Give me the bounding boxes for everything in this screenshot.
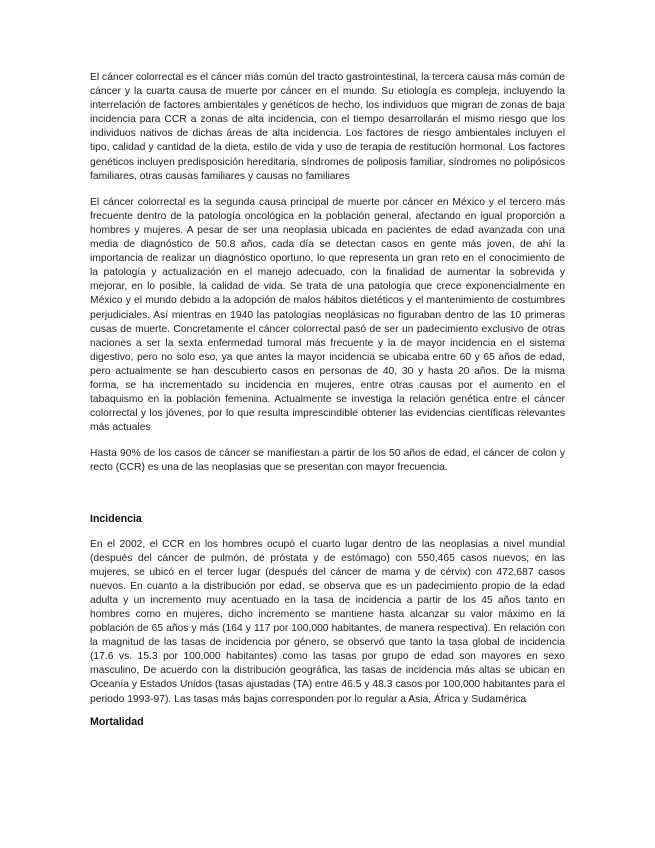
paragraph-age: Hasta 90% de los casos de cáncer se manifiestan a partir de los 50 años de edad, el cáncer de colon y recto (CCR) es una de las neoplasias que se presentan con mayor frecuencia. (90, 448, 565, 474)
paragraph-intro: El cáncer colorrectal es el cáncer más común del tracto gastrointestinal, la tercera causa más común de cáncer y la cuarta causa de muerte por cáncer en el mundo. Su etiología es compleja, incluyendo la interrelación de factores ambientales y genéticos de hecho, los individuos que migran de zonas de baja incidencia para CCR a zonas de alta incidencia, con el tiempo desarrollarán el mismo riesgo que los individuos nativos de dichas áreas de alta incidencia. Los factores de riesgo ambientales incluyen el tipo, calidad y cantidad de la dieta, estilo de vida y uso de terapia de restitución hormonal. Los factores genéticos incluyen predisposición hereditaria, síndromes de poliposis familiar, síndromes no polipósicos familiares, otras causas familiares y causas no familiares (90, 72, 565, 182)
document-body (90, 71, 565, 729)
heading-incidencia: Incidencia (90, 512, 142, 525)
paragraph-mexico: El cáncer colorrectal es la segunda causa principal de muerte por cáncer en México y el tercero más frecuente dentro de la patología oncológica en la población general, afectando en igual proporción a hombres y mujeres. A pesar de ser una neoplasia ubicada en pacientes de edad avanzada con una media de diagnóstico de 50.8 años, cada día se detectan casos en gente más joven, de ahí la importancia de realizar un diagnóstico oportuno, lo que representa un gran reto en el conocimiento de la patología y actualización en el manejo adecuado, con la finalidad de aumentar la sobrevida y mejorar, en lo posible, la calidad de vida. Se trata de una patología que crece exponencialmente en México y el mundo debido a la adopción de malos hábitos dietéticos y el mantenimiento de costumbres perjudiciales. Así mientras en 1940 las patologías neoplásicas no figuraban dentro de las 10 primeras cusas de muerte. Concretamente el cáncer colorrectal pasó de ser un padecimiento exclusivo de otras naciones a ser la sexta enfermedad tumoral más frecuente y la de mayor incidencia en el sistema digestivo, pero no solo eso, ya que antes la mayor incidencia se ubicaba entre 60 y 65 años de edad, pero actualmente se han descubierto casos en personas de 40, 30 y hasta 20 años. De la misma forma, se ha incrementado su incidencia en mujeres, entre otras causas por el aumento en el tabaquismo en la población femenina. Actualmente se investiga la relación genética entre el cáncer colorrectal y los jóvenes, por lo que resulta imprescindible obtener las evidencias científicas relevantes más actuales (90, 196, 565, 434)
paragraph-incidencia: En el 2002, el CCR en los hombres ocupó el cuarto lugar dentro de las neoplasias a nivel mundial (después del cáncer de pulmón, de próstata y de estómago) con 550,465 casos nuevos; en las mujeres, se ubicó en el tercer lugar (después del cáncer de mama y de cérvix) con 472,687 casos nuevos. En cuanto a la distribución por edad, se observa que es un padecimiento propio de la edad adulta y un incremento muy acentuado en la tasa de incidencia a partir de los 45 años tanto en hombres como en mujeres, dicho incremento se mantiene hasta alcanzar su valor máximo en la población de 65 años y más (164 y 117 por 100,000 habitantes, de manera respectiva). En relación con la magnitud de las tasas de incidencia por género, se observó que tanto la tasa global de incidencia (17.6 vs. 15.3 por 100,000 habitantes) como las tasas por grupo de edad son mayores en sexo masculino, De acuerdo con la distribución geográfica, las tasas de incidencia más altas se ubican en Oceanía y Estados Unidos (tasas ajustadas (TA) entre 46.5 y 48.3 casos por 100,000 habitantes para el periodo 1993-97). Las tasas más bajas corresponden por lo regular a Asia, África y Sudamérica (90, 538, 565, 705)
heading-mortalidad: Mortalidad (90, 715, 144, 728)
